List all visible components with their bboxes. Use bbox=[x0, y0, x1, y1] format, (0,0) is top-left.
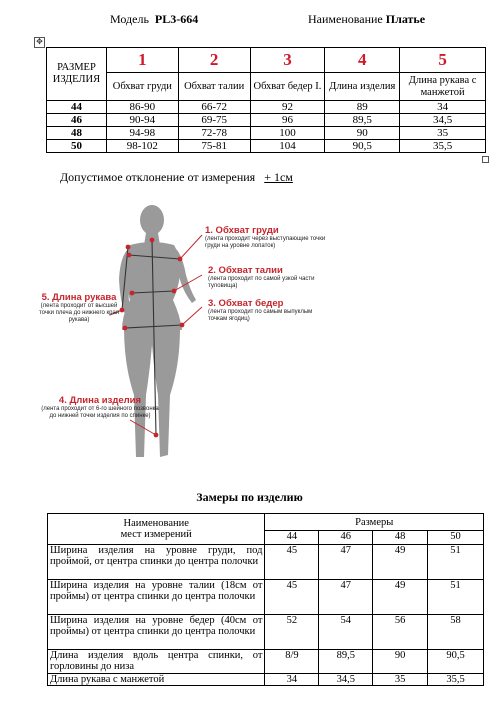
annotation-desc: (лента проходит по самой узкой части туловища) bbox=[208, 276, 315, 289]
column-header: Обхват груди bbox=[106, 73, 178, 101]
table-row bbox=[48, 580, 484, 615]
column-header: Длина рукава с манжетой bbox=[400, 73, 486, 101]
measure-value: 8/9 bbox=[265, 650, 319, 674]
model-label: Модель bbox=[110, 12, 149, 26]
measure-value: 35,5 bbox=[428, 674, 484, 686]
measure-value: 51 bbox=[428, 580, 484, 615]
size-cell: 48 bbox=[47, 127, 107, 140]
value-cell: 92 bbox=[250, 101, 325, 114]
measure-value: 49 bbox=[373, 545, 428, 580]
measure-value: 58 bbox=[428, 615, 484, 650]
value-cell: 90-94 bbox=[106, 114, 178, 127]
annotation-title: 1. Обхват груди bbox=[205, 225, 279, 236]
table-resize-handle[interactable] bbox=[482, 156, 489, 163]
name-header bbox=[308, 12, 425, 27]
size-cell: 50 bbox=[47, 140, 107, 153]
value-cell: 72-78 bbox=[178, 127, 250, 140]
measure-value: 47 bbox=[319, 545, 373, 580]
measure-table bbox=[47, 513, 484, 686]
measure-value: 56 bbox=[373, 615, 428, 650]
table-row bbox=[47, 127, 486, 140]
table-row bbox=[47, 140, 486, 153]
measure-value: 49 bbox=[373, 580, 428, 615]
column-number: 4 bbox=[325, 48, 400, 73]
size-header: 50 bbox=[428, 531, 484, 545]
value-cell: 69-75 bbox=[178, 114, 250, 127]
annotation-title: 5. Длина рукава bbox=[41, 292, 117, 303]
value-cell: 35 bbox=[400, 127, 486, 140]
tolerance-text: Допустимое отклонение от измерения bbox=[60, 170, 256, 184]
value-cell: 90,5 bbox=[325, 140, 400, 153]
tolerance-line bbox=[60, 170, 293, 185]
value-cell: 66-72 bbox=[178, 101, 250, 114]
measure-value: 54 bbox=[319, 615, 373, 650]
annotation-desc: (лента проходит через выступающие точки груди на уровне лопаток) bbox=[205, 236, 326, 249]
value-cell: 89 bbox=[325, 101, 400, 114]
measure-head-label: Наименование мест измерений bbox=[48, 514, 265, 545]
measure-value: 52 bbox=[265, 615, 319, 650]
size-cell: 46 bbox=[47, 114, 107, 127]
size-header: 44 bbox=[265, 531, 319, 545]
value-cell: 96 bbox=[250, 114, 325, 127]
column-header: Длина изделия bbox=[325, 73, 400, 101]
measure-label: Ширина изделия на уровне груди, под проймой, от центра спинки до центра полочки bbox=[48, 545, 265, 580]
measure-value: 34 bbox=[265, 674, 319, 686]
size-table bbox=[46, 47, 486, 153]
value-cell: 94-98 bbox=[106, 127, 178, 140]
annotation-desc: (лента проходит от высшей точки плеча до нижнего края рукава) bbox=[38, 303, 120, 323]
column-number: 3 bbox=[250, 48, 325, 73]
name-label: Наименование bbox=[308, 12, 383, 26]
annotation-desc: (лента проходит от 6-го шейного позвонка до нижней точки изделия по спинке) bbox=[41, 406, 159, 419]
annotation-desc: (лента проходит по самым выпуклым точкам ягодиц) bbox=[208, 309, 313, 322]
measure-label: Длина рукава с манжетой bbox=[48, 674, 265, 686]
measure-label: Ширина изделия на уровне талии (18см от проймы) от центра спинки до центра полочки bbox=[48, 580, 265, 615]
measure-value: 47 bbox=[319, 580, 373, 615]
annotation-sleeve bbox=[36, 292, 122, 324]
measure-label: Ширина изделия на уровне бедер (40см от проймы) от центра спинки до центра полочки bbox=[48, 615, 265, 650]
column-header: Обхват талии bbox=[178, 73, 250, 101]
annotation-waist bbox=[208, 265, 323, 290]
annotation-title: 3. Обхват бедер bbox=[208, 298, 284, 309]
measure-value: 89,5 bbox=[319, 650, 373, 674]
measure-value: 45 bbox=[265, 545, 319, 580]
value-cell: 34 bbox=[400, 101, 486, 114]
table-row bbox=[48, 674, 484, 686]
measure-value: 35 bbox=[373, 674, 428, 686]
table-row bbox=[48, 615, 484, 650]
size-cell: 44 bbox=[47, 101, 107, 114]
column-header: Обхват бедер I. bbox=[250, 73, 325, 101]
model-value: PL3-664 bbox=[154, 12, 199, 26]
annotation-length bbox=[40, 395, 160, 420]
table-row bbox=[48, 545, 484, 580]
name-value: Платье bbox=[385, 12, 426, 26]
size-corner-label: РАЗМЕР ИЗДЕЛИЯ bbox=[47, 48, 107, 101]
column-number: 5 bbox=[400, 48, 486, 73]
table-row bbox=[47, 101, 486, 114]
measure-value: 45 bbox=[265, 580, 319, 615]
sizes-label: Размеры bbox=[265, 514, 484, 531]
value-cell: 104 bbox=[250, 140, 325, 153]
table-move-handle-icon[interactable]: ✥ bbox=[34, 37, 45, 48]
size-header: 48 bbox=[373, 531, 428, 545]
annotation-title: 4. Длина изделия bbox=[58, 395, 142, 406]
measure-value: 51 bbox=[428, 545, 484, 580]
model-header bbox=[110, 12, 198, 27]
measure-label: Длина изделия вдоль центра спинки, от горловины до низа bbox=[48, 650, 265, 674]
measure-value: 34,5 bbox=[319, 674, 373, 686]
table-row bbox=[47, 114, 486, 127]
value-cell: 86-90 bbox=[106, 101, 178, 114]
column-number: 2 bbox=[178, 48, 250, 73]
annotation-chest bbox=[205, 225, 330, 250]
tolerance-value: + 1см bbox=[264, 170, 293, 184]
measure-value: 90 bbox=[373, 650, 428, 674]
value-cell: 89,5 bbox=[325, 114, 400, 127]
value-cell: 90 bbox=[325, 127, 400, 140]
column-number: 1 bbox=[106, 48, 178, 73]
annotation-title: 2. Обхват талии bbox=[208, 265, 283, 276]
measure-value: 90,5 bbox=[428, 650, 484, 674]
value-cell: 35,5 bbox=[400, 140, 486, 153]
size-header: 46 bbox=[319, 531, 373, 545]
value-cell: 98-102 bbox=[106, 140, 178, 153]
table-row bbox=[48, 650, 484, 674]
measure-table-title: Замеры по изделию bbox=[196, 490, 303, 504]
value-cell: 100 bbox=[250, 127, 325, 140]
value-cell: 75-81 bbox=[178, 140, 250, 153]
value-cell: 34,5 bbox=[400, 114, 486, 127]
measurement-figure bbox=[30, 195, 370, 470]
annotation-hips bbox=[208, 298, 333, 323]
